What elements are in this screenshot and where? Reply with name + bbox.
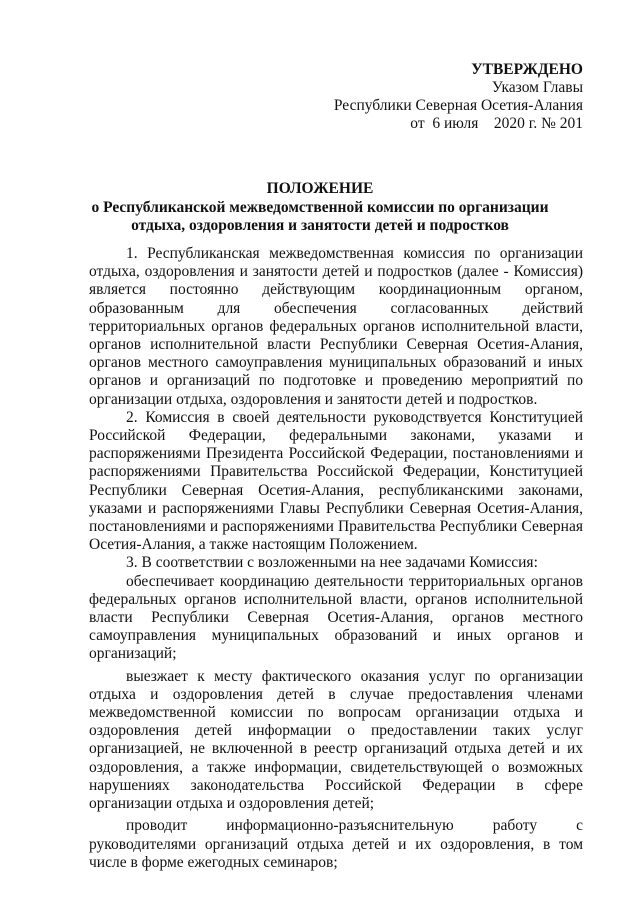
paragraph-inspection: выезжает к месту фактического оказания услуг по организации отдыха и оздоровления детей в случае предоставления членами межведомственной комиссии по вопросам организации отдыха и оздоровления детей информации о предоставлении таких услуг организацией, не включенной в реестр организаций отдыха детей и их оздоровления, а также информации, свидетельствующей о возможных нарушениях законодательства Российской Федерации в сфере организации отдыха и оздоровления детей; [89, 667, 583, 813]
approval-label: УТВЕРЖДЕНО [471, 61, 583, 78]
title-line-2: отдыха, оздоровления и занятости детей и подростков [131, 217, 509, 234]
paragraph-3: 3. В соответствии с возложенными на нее задачами Комиссия: [126, 554, 538, 572]
approval-date: от 6 июля 2020 г. № 201 [410, 115, 583, 132]
document-body [89, 245, 583, 872]
paragraph-coordination: обеспечивает координацию деятельности территориальных органов федеральных органов исполнительной власти, органов исполнительной власти Республики Северная Осетия-Алания, органов местного самоуправления муниципальных образований и иных органов и организаций; [89, 572, 583, 663]
title-heading: ПОЛОЖЕНИЕ [266, 180, 374, 197]
title-line-1: о Республиканской межведомственной комиссии по организации [91, 198, 549, 216]
approval-authority: Указом Главы [491, 79, 583, 96]
approval-stamp [334, 61, 583, 133]
paragraph-2: 2. Комиссия в своей деятельности руководствуется Конституцией Российской Федерации, федеральными законами, указами и распоряжениями Президента Российской Федерации, постановлениями и распоряжениями Правительства Российской Федерации, Конституцией Республики Северная Осетия-Алания, республиканскими законами, указами и распоряжениями Главы Республики Северная Осетия-Алания, постановлениями и распоряжениями Правительства Республики Северная Осетия-Алания, а также настоящим Положением. [89, 408, 583, 554]
paragraph-1: 1. Республиканская межведомственная комиссия по организации отдыха, оздоровления и занятости детей и подростков (далее - Комиссия) является постоянно действующим координационным органом, образованным для обеспечения согласованных действий территориальных органов федеральных органов исполнительной власти, органов исполнительной власти Республики Северная Осетия-Алания, органов местного самоуправления муниципальных образований и иных органов и организаций по подготовке и проведению мероприятий по организации отдыха, оздоровления и занятости детей и подростков. [89, 245, 583, 408]
document-title [60, 180, 580, 236]
paragraph-outreach: проводит информационно-разъяснительную работу с руководителями организаций отдыха детей и их оздоровления, в том числе в форме ежегодных семинаров; [89, 817, 583, 871]
approval-region: Республики Северная Осетия-Алания [333, 97, 583, 114]
